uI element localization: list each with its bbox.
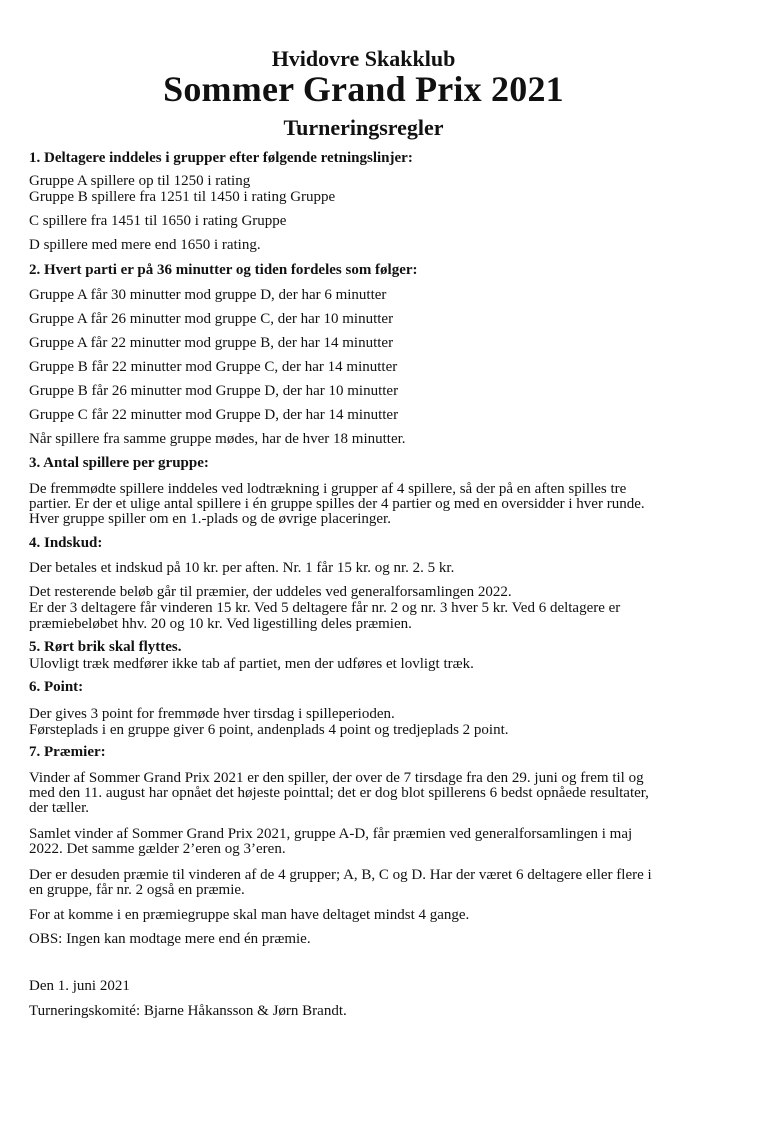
section-5-heading: 5. Rørt brik skal flyttes. — [29, 639, 182, 655]
section-3-heading: 3. Antal spillere per gruppe: — [29, 455, 209, 471]
section-2-line: Når spillere fra samme gruppe mødes, har de hver 18 minutter. — [29, 431, 406, 447]
section-5-line: Ulovligt træk medfører ikke tab af partiet, men der udføres et lovligt træk. — [29, 656, 474, 672]
section-7-line: OBS: Ingen kan modtage mere end én præmie. — [29, 931, 311, 947]
section-7-line: med den 11. august har opnået det højeste pointtal; det er dog blot spillerens 6 bedst opnåede resultater, — [29, 785, 649, 801]
section-1-line: D spillere med mere end 1650 i rating. — [29, 237, 261, 253]
section-7-line: 2022. Det samme gælder 2’eren og 3’eren. — [29, 841, 286, 857]
club-name: Hvidovre Skakklub — [271, 46, 456, 71]
section-6-heading: 6. Point: — [29, 679, 84, 695]
section-7-line: en gruppe, får nr. 2 også en præmie. — [29, 882, 245, 898]
section-2-line: Gruppe B får 22 minutter mod Gruppe C, der har 14 minutter — [29, 359, 398, 375]
section-2-line: Gruppe A får 22 minutter mod gruppe B, der har 14 minutter — [29, 335, 394, 351]
section-4-line: Der betales et indskud på 10 kr. per aften. Nr. 1 får 15 kr. og nr. 2. 5 kr. — [29, 560, 455, 576]
document-title: Sommer Grand Prix 2021 — [163, 69, 564, 109]
section-4-heading: 4. Indskud: — [29, 535, 103, 551]
document-date: Den 1. juni 2021 — [29, 978, 130, 994]
section-2-line: Gruppe C får 22 minutter mod Gruppe D, der har 14 minutter — [29, 407, 399, 423]
section-4-line: Det resterende beløb går til præmier, der uddeles ved generalforsamlingen 2022. — [29, 584, 512, 600]
section-1-heading: 1. Deltagere inddeles i grupper efter følgende retningslinjer: — [29, 150, 413, 166]
section-7-line: Samlet vinder af Sommer Grand Prix 2021, gruppe A-D, får præmien ved generalforsamlingen i maj — [29, 826, 633, 842]
section-7-line: Der er desuden præmie til vinderen af de 4 grupper; A, B, C og D. Har der været 6 deltagere eller flere i — [29, 867, 652, 883]
section-3-line: De fremmødte spillere inddeles ved lodtrækning i grupper af 4 spillere, så der på en aften spilles tre — [29, 481, 627, 497]
section-2-line: Gruppe A får 26 minutter mod gruppe C, der har 10 minutter — [29, 311, 394, 327]
tournament-committee: Turneringskomité: Bjarne Håkansson & Jørn Brandt. — [29, 1003, 347, 1019]
section-7-line: der tæller. — [29, 800, 89, 816]
section-7-heading: 7. Præmier: — [29, 744, 106, 760]
section-1-line: Gruppe B spillere fra 1251 til 1450 i rating Gruppe — [29, 189, 336, 205]
section-3-line: partier. Er der et ulige antal spillere i én gruppe spilles der 4 partier og med en oversidder i hver runde. — [29, 496, 645, 512]
section-4-line: præmiebeløbet hhv. 20 og 10 kr. Ved ligestilling deles præmien. — [29, 616, 412, 632]
section-1-line: Gruppe A spillere op til 1250 i rating — [29, 173, 251, 189]
section-1-line: C spillere fra 1451 til 1650 i rating Gruppe — [29, 213, 287, 229]
section-6-line: Førsteplads i en gruppe giver 6 point, andenplads 4 point og tredjeplads 2 point. — [29, 722, 509, 738]
section-2-line: Gruppe B får 26 minutter mod Gruppe D, der har 10 minutter — [29, 383, 399, 399]
section-3-line: Hver gruppe spiller om en 1.-plads og de øvrige placeringer. — [29, 511, 391, 527]
section-2-line: Gruppe A får 30 minutter mod gruppe D, der har 6 minutter — [29, 287, 387, 303]
section-6-line: Der gives 3 point for fremmøde hver tirsdag i spilleperioden. — [29, 706, 395, 722]
section-4-line: Er der 3 deltagere får vinderen 15 kr. Ved 5 deltagere får nr. 2 og nr. 3 hver 5 kr. Ved 6 deltagere er — [29, 600, 621, 616]
document-subtitle: Turneringsregler — [283, 115, 444, 140]
section-7-line: Vinder af Sommer Grand Prix 2021 er den spiller, der over de 7 tirsdage fra den 29. juni og frem til og — [29, 770, 644, 786]
section-2-heading: 2. Hvert parti er på 36 minutter og tiden fordeles som følger: — [29, 262, 418, 278]
section-7-line: For at komme i en præmiegruppe skal man have deltaget mindst 4 gange. — [29, 907, 470, 923]
